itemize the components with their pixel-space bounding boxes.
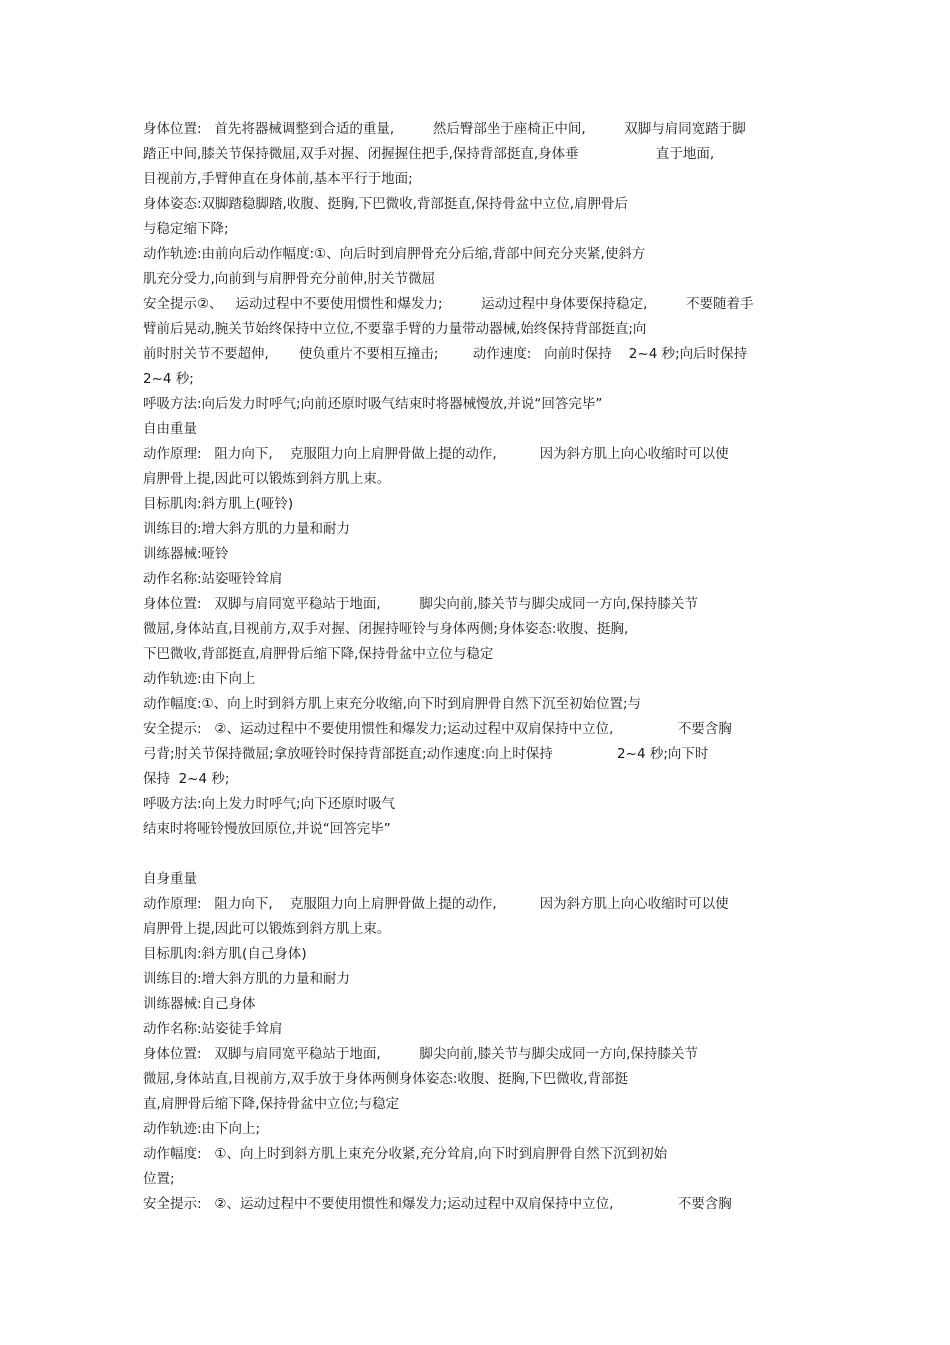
text-line: 动作名称:站姿哑铃耸肩 — [143, 571, 283, 587]
text-line: 直,肩胛骨后缩下降,保持骨盆中立位;与稳定 — [143, 1096, 400, 1112]
text-line: 动作轨迹:由下向上 — [143, 671, 256, 687]
text-line: 保持 2~4 秒; — [143, 771, 230, 787]
text-line: 动作幅度:①、向上时到斜方肌上束充分收缩,向下时到肩胛骨自然下沉至初始位置;与 — [143, 696, 641, 712]
document-body — [143, 117, 813, 1217]
text-line: 动作幅度: ①、向上时到斜方肌上束充分收紧,充分耸肩,向下时到肩胛骨自然下沉到初始 — [143, 1146, 668, 1162]
text-line: 身体位置: 双脚与肩同宽平稳站于地面, 脚尖向前,膝关节与脚尖成同一方向,保持膝关节 — [143, 1046, 698, 1062]
text-line: 位置; — [143, 1171, 175, 1187]
text-line: 踏正中间,膝关节保持微屈,双手对握、闭握握住把手,保持背部挺直,身体垂 直于地面, — [143, 146, 715, 162]
text-line: 训练目的:增大斜方肌的力量和耐力 — [143, 971, 351, 987]
text-line: 动作原理: 阻力向下, 克服阻力向上肩胛骨做上提的动作, 因为斜方肌上向心收缩时可以使 — [143, 446, 729, 462]
text-line: 自由重量 — [143, 421, 197, 437]
text-line: 训练器械:自己身体 — [143, 996, 256, 1012]
text-line: 呼吸方法:向后发力时呼气;向前还原时吸气结束时将器械慢放,并说“回答完毕” — [143, 396, 603, 412]
text-line: 与稳定缩下降; — [143, 221, 229, 237]
text-line: 身体姿态:双脚踏稳脚踏,收腹、挺胸,下巴微收,背部挺直,保持骨盆中立位,肩胛骨后 — [143, 196, 629, 212]
text-line: 安全提示: ②、运动过程中不要使用惯性和爆发力;运动过程中双肩保持中立位, 不要含胸 — [143, 721, 732, 737]
text-line: 微屈,身体站直,目视前方,双手放于身体两侧身体姿态:收腹、挺胸,下巴微收,背部挺 — [143, 1071, 629, 1087]
text-line: 肌充分受力,向前到与肩胛骨充分前伸,肘关节微屈 — [143, 271, 436, 287]
text-line: 臂前后晃动,腕关节始终保持中立位,不要靠手臂的力量带动器械,始终保持背部挺直;向 — [143, 321, 647, 337]
text-line: 安全提示②、 运动过程中不要使用惯性和爆发力; 运动过程中身体要保持稳定, 不要随着手 — [143, 296, 754, 312]
text-line: 目标肌肉:斜方肌(自己身体) — [143, 946, 307, 962]
text-line: 目视前方,手臂伸直在身体前,基本平行于地面; — [143, 171, 413, 187]
text-line: 2~4 秒; — [143, 371, 194, 387]
text-line: 微屈,身体站直,目视前方,双手对握、闭握持哑铃与身体两侧;身体姿态:收腹、挺胸, — [143, 621, 629, 637]
text-line: 动作名称:站姿徒手耸肩 — [143, 1021, 283, 1037]
text-line: 肩胛骨上提,因此可以锻炼到斜方肌上束。 — [143, 471, 391, 487]
text-line: 弓背;肘关节保持微屈;拿放哑铃时保持背部挺直;动作速度:向上时保持 2~4 秒;向下时 — [143, 746, 709, 762]
text-line: 目标肌肉:斜方肌上(哑铃) — [143, 496, 294, 512]
text-line: 肩胛骨上提,因此可以锻炼到斜方肌上束。 — [143, 921, 391, 937]
text-line: 下巴微收,背部挺直,肩胛骨后缩下降,保持骨盆中立位与稳定 — [143, 646, 494, 662]
text-line: 身体位置: 双脚与肩同宽平稳站于地面, 脚尖向前,膝关节与脚尖成同一方向,保持膝关节 — [143, 596, 698, 612]
text-line: 动作轨迹:由下向上; — [143, 1121, 261, 1137]
text-line: 自身重量 — [143, 871, 197, 887]
text-line: 训练器械:哑铃 — [143, 546, 229, 562]
text-line: 动作轨迹:由前向后动作幅度:①、向后时到肩胛骨充分后缩,背部中间充分夹紧,使斜方 — [143, 246, 646, 262]
text-line: 身体位置: 首先将器械调整到合适的重量, 然后臀部坐于座椅正中间, 双脚与肩同宽踏于脚 — [143, 121, 746, 137]
text-line: 动作原理: 阻力向下, 克服阻力向上肩胛骨做上提的动作, 因为斜方肌上向心收缩时可以使 — [143, 896, 729, 912]
text-line: 训练目的:增大斜方肌的力量和耐力 — [143, 521, 351, 537]
text-line: 呼吸方法:向上发力时呼气;向下还原时吸气 — [143, 796, 396, 812]
text-line: 前时肘关节不要超伸, 使负重片不要相互撞击; 动作速度: 向前时保持 2~4 秒;向后时保持 — [143, 346, 748, 362]
text-line: 安全提示: ②、运动过程中不要使用惯性和爆发力;运动过程中双肩保持中立位, 不要含胸 — [143, 1196, 732, 1212]
text-line — [143, 842, 813, 867]
text-line: 结束时将哑铃慢放回原位,并说“回答完毕” — [143, 821, 391, 837]
